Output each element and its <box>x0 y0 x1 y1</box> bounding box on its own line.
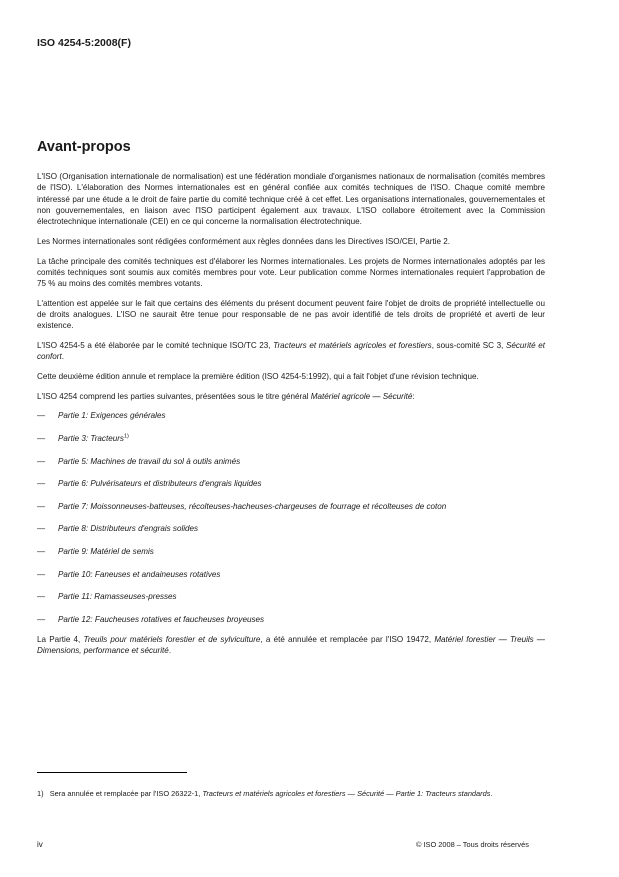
part-title: Partie 1: Exigences générales <box>58 411 166 421</box>
list-item <box>37 523 545 534</box>
paragraph-edition: Cette deuxième édition annule et remplace la première édition (ISO 4254-5:1992), qui a fait l'objet d'une révision technique. <box>37 372 479 382</box>
part-title: Partie 7: Moissonneuses-batteuses, récolteuses-hacheuses-chargeuses de fourrage et récolteuses de coton <box>58 501 447 511</box>
list-item <box>37 410 545 421</box>
page-number: iv <box>37 840 43 849</box>
text: , a été annulée et remplacée par l'ISO 19472, <box>260 634 435 644</box>
footnote <box>37 789 545 800</box>
dash-bullet: — <box>37 411 46 421</box>
dash-bullet: — <box>37 501 46 511</box>
part-title: Partie 12: Faucheuses rotatives et faucheuses broyeuses <box>58 614 265 624</box>
copyright-notice: © ISO 2008 – Tous droits réservés <box>416 840 529 849</box>
document-id-header: ISO 4254-5:2008(F) <box>37 37 131 49</box>
footnote-title: Tracteurs et matériels agricoles et forestiers — Sécurité — Partie 1: Tracteurs standards <box>202 789 491 798</box>
paragraph-prepared-by <box>37 340 545 363</box>
part-title: Partie 9: Matériel de semis <box>58 547 154 557</box>
text: L'ISO 4254 comprend les parties suivantes, présentées sous le titre général <box>37 391 311 401</box>
dash-bullet: — <box>37 434 46 444</box>
committee-title: Tracteurs et matériels agricoles et forestiers <box>273 341 432 351</box>
dash-bullet: — <box>37 569 46 579</box>
paragraph-part4-withdrawn <box>37 634 545 657</box>
withdrawn-title: Treuils pour matériels forestier et de sylviculture <box>83 634 261 644</box>
page-title: Avant-propos <box>37 139 131 155</box>
list-item <box>37 569 545 580</box>
list-item <box>37 591 545 602</box>
list-item <box>37 433 545 444</box>
dash-bullet: — <box>37 592 46 602</box>
part-title: Partie 11: Ramasseuses-presses <box>58 592 177 602</box>
text: . <box>61 352 64 362</box>
list-item <box>37 546 545 557</box>
footnote-divider <box>37 772 187 773</box>
paragraph-parts-intro <box>37 391 545 402</box>
replacement-title: Matériel forestier — Treuils — Dimensions, performance et sécurité <box>37 634 546 655</box>
text: : <box>412 391 415 401</box>
paragraph-technical-committees: La tâche principale des comités techniques est d'élaborer les Normes internationales. Les projets de Normes internationales adoptés par les comités techniques sont soumis aux comités membres pour vote. Leur publication comme Normes internationales requiert l'approbation de 75 % au moins des comités membres votants. <box>37 256 545 289</box>
text: Sera annulée et remplacée par l'ISO 26322-1, <box>49 789 203 798</box>
text: , sous-comité SC 3, <box>431 341 506 351</box>
list-item <box>37 478 545 489</box>
list-item <box>37 614 545 625</box>
paragraph-iso-intro: L'ISO (Organisation internationale de normalisation) est une fédération mondiale d'organismes nationaux de normalisation (comités membres de l'ISO). L'élaboration des Normes internationales est en général confiée aux comités techniques de l'ISO. Chaque comité membre intéressé par une étude a le droit de faire partie du comité technique créé à cet effet. Les organisations internationales, gouvernementales et non gouvernementales, en liaison avec l'ISO participent également aux travaux. L'ISO collabore étroitement avec la Commission électrotechnique internationale (CEI) en ce qui concerne la normalisation électrotechnique. <box>37 172 545 227</box>
foreword-body <box>37 171 545 665</box>
footnote-reference[interactable]: 1) <box>123 433 129 440</box>
dash-bullet: — <box>37 479 46 489</box>
subcommittee-title: Sécurité et confort <box>37 341 545 362</box>
dash-bullet: — <box>37 456 46 466</box>
parts-list <box>37 410 545 625</box>
dash-bullet: — <box>37 547 46 557</box>
part-title: Partie 6: Pulvérisateurs et distributeurs d'engrais liquides <box>58 479 262 489</box>
paragraph-patent-rights: L'attention est appelée sur le fait que certains des éléments du présent document peuvent faire l'objet de droits de propriété intellectuelle ou de droits analogues. L'ISO ne saurait être tenue pour responsable de ne pas avoir identifié de tels droits de propriété et averti de leur existence. <box>37 298 545 331</box>
text: . <box>490 789 493 798</box>
part-title: Partie 8: Distributeurs d'engrais solides <box>58 524 199 534</box>
dash-bullet: — <box>37 524 46 534</box>
general-title: Matériel agricole — Sécurité <box>310 391 413 401</box>
paragraph-directives: Les Normes internationales sont rédigées conformément aux règles données dans les Directives ISO/CEI, Partie 2. <box>37 236 450 246</box>
list-item <box>37 501 545 512</box>
part-title: Partie 3: Tracteurs <box>58 434 124 444</box>
footnote-marker: 1) <box>37 789 44 798</box>
dash-bullet: — <box>37 614 46 624</box>
text: L'ISO 4254-5 a été élaborée par le comité technique ISO/TC 23, <box>37 341 274 351</box>
text: La Partie 4, <box>37 634 84 644</box>
part-title: Partie 10: Faneuses et andaineuses rotatives <box>58 569 221 579</box>
list-item <box>37 456 545 467</box>
part-title: Partie 5: Machines de travail du sol à outils animés <box>58 456 241 466</box>
text: . <box>168 645 172 655</box>
